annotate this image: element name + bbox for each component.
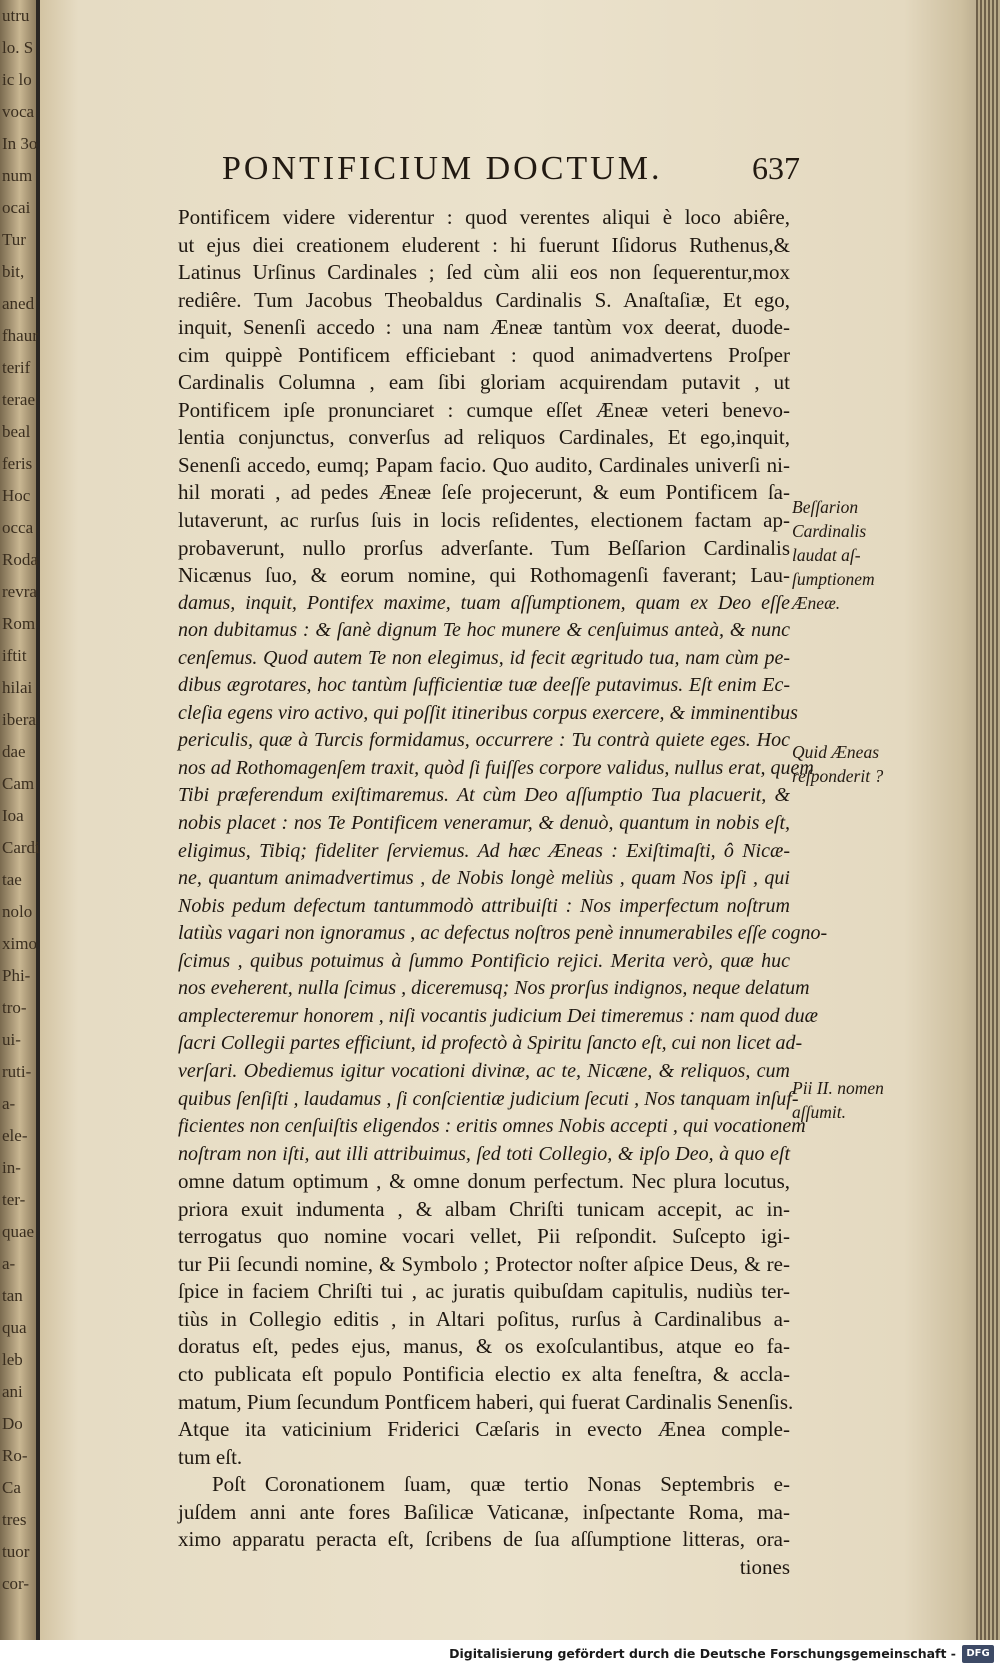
text-line: cenſemus. Quod autem Te non elegimus, id fecit ægritudo tua, nam cùm pe-	[178, 646, 790, 669]
text-line: Tibi præferendum exiſtimaremus. At cùm Deo aſſumptio Tua placuerit, &	[178, 784, 790, 807]
text-line: tum eſt.	[178, 1444, 243, 1469]
text-line: cim quippè Pontificem efficiebant : quod animadvertens Proſper	[178, 342, 790, 367]
prev-page-fragment: Do	[2, 1414, 23, 1433]
text-line: Atque ita vaticinium Friderici Cæſaris in evecto Ænea comple-	[178, 1417, 790, 1442]
text-line: noſtram non iſti, aut illi attribuimus, ſed toti Collegio, & ipſo Deo, à quo eſt	[178, 1142, 790, 1165]
prev-page-fragment: tae	[2, 870, 22, 889]
text-line: verſari. Obediemus igitur vocationi divinæ, ac te, Nicæne, & reliquos, cum	[178, 1059, 790, 1082]
book-page	[40, 0, 1000, 1640]
previous-page-edge	[0, 0, 40, 1640]
prev-page-fragment: ibera	[2, 710, 36, 729]
prev-page-fragment: Cardi	[2, 838, 40, 857]
text-line: juſdem anni ante fores Baſilicæ Vaticanæ, inſpectante Roma, ma-	[178, 1499, 790, 1524]
margin-note-line: aſſumit.	[792, 1102, 846, 1122]
prev-page-fragment: tres	[2, 1510, 27, 1529]
text-line: nos eveherent, nulla ſcimus , diceremusq; Nos prorſus indignos, neque delatum	[178, 977, 810, 1000]
text-line: periculis, quæ à Turcis formidamus, occurrere : Tu contrà quiete eges. Hoc	[178, 729, 790, 752]
prev-page-fragment: In 3o	[2, 134, 38, 153]
prev-page-fragment: terae	[2, 390, 36, 409]
text-line: quibus ſenſiſti , laudamus , ſi conſcientiæ judicium ſecuti , Nos tanquam inſuf-	[178, 1087, 799, 1110]
margin-note-line: laudat aſ-	[792, 545, 861, 565]
text-line: nobis placet : nos Te Pontificem veneramur, & denuò, quantum in nobis eſt,	[178, 812, 790, 835]
text-line: Pontificem ipſe pronunciaret : cumque eſſet Æneæ veteri benevo-	[178, 397, 790, 422]
prev-page-fragment: beal	[2, 422, 31, 441]
text-line: hil morati , ad pedes Æneæ ſeſe projecerunt, & eum Pontificem ſa-	[178, 480, 790, 505]
text-line: lutaverunt, ac rurſus ſuis in locis reſidentes, electionem factam ap-	[178, 508, 790, 533]
prev-page-fragment: tro-	[2, 998, 27, 1017]
prev-page-fragment: leb	[2, 1350, 23, 1369]
prev-page-fragment: nolo	[2, 902, 33, 921]
funding-credit: Digitalisierung gefördert durch die Deutsche Forschungsgemeinschaft -	[449, 1646, 956, 1661]
prev-page-fragment: lo. S	[2, 38, 34, 57]
prev-page-fragment: Roda	[2, 550, 38, 569]
text-line: Pontificem videre viderentur : quod verentes aliqui è loco abiêre,	[178, 205, 790, 229]
dfg-logo: DFG	[962, 1645, 994, 1663]
text-line: ſpice in faciem Chriſti tui , ac juratis quibuſdam capitulis, nudiùs ter-	[178, 1279, 790, 1304]
text-line: non dubitamus : & ſanè dignum Te hoc munere & cenſuimus anteà, & nunc	[178, 619, 790, 642]
text-line: matum, Pium ſecundum Pontficem haberi, qui fuerat Cardinalis Senenſis.	[178, 1389, 794, 1414]
page-number: 637	[752, 150, 800, 186]
margin-note-line: ſumptionem	[792, 569, 875, 589]
text-line: terrogatus quo nomine vocari vellet, Pii reſpondit. Suſcepto igi-	[178, 1224, 790, 1249]
text-line: tur Pii ſecundi nomine, & Symbolo ; Protector noſter aſpice Deus, & re-	[178, 1251, 790, 1276]
text-line: lentia conjunctus, converſus ad reliquos Cardinales, Et ego,inquit,	[178, 425, 790, 450]
prev-page-fragment: tuor	[2, 1542, 30, 1561]
prev-page-fragment: Ro-	[2, 1446, 28, 1465]
text-line: Poſt Coronationem ſuam, quæ tertio Nonas Septembris e-	[212, 1472, 790, 1497]
text-line: amplecteremur honorem , niſi vocantis judicium Dei timeremus : nam quod duæ	[178, 1004, 818, 1027]
prev-page-fragment: terif	[2, 358, 31, 377]
running-title: PONTIFICIUM DOCTUM.	[222, 150, 663, 187]
prev-page-fragment: utru	[2, 6, 30, 25]
text-line: Latinus Urſinus Cardinales ; ſed cùm alii eos non ſequerentur,mox	[178, 260, 790, 285]
prev-page-fragment: bit,	[2, 262, 25, 281]
text-line: nos ad Rothomagenſem traxit, quòd ſi fuiſſes corpore validus, nullus erat, quem	[178, 756, 814, 779]
text-line: Nobis pedum defectum tantummodò attribuiſti : Nos imperfectum noſtrum	[178, 894, 790, 917]
prev-page-fragment: iftit	[2, 646, 27, 665]
page-edge	[976, 0, 1000, 1640]
prev-page-fragment: in-	[2, 1158, 21, 1177]
text-line: eligimus, Tibiq; fideliter ſerviemus. Ad hæc Æneas : Exiſtimaſti, ô Nicæ-	[178, 839, 790, 862]
margin-note-line: reſponderit ?	[792, 766, 884, 786]
text-line: ut ejus diei creationem eluderent : hi fuerunt Iſidorus Ruthenus,&	[178, 232, 790, 257]
margin-note-line: Pii II. nomen	[792, 1078, 884, 1098]
margin-note-line: Beſſarion	[792, 497, 859, 517]
prev-page-fragment: ani	[2, 1382, 23, 1401]
text-line: Cardinalis Columna , eam ſibi gloriam acquirendam putavit , ut	[178, 370, 790, 395]
text-line: Nicænus ſuo, & eorum nomine, qui Rothomagenſi faverant; Lau-	[178, 563, 790, 588]
prev-page-fragment: occa	[2, 518, 34, 537]
prev-page-fragment: a-	[2, 1254, 16, 1273]
prev-page-fragment: ximo	[2, 934, 37, 953]
prev-page-fragment: qua	[2, 1318, 27, 1337]
text-line: doratus eſt, pedes ejus, manus, & os exoſculantibus, atque eo fa-	[178, 1334, 790, 1359]
prev-page-fragment: voca	[2, 102, 35, 121]
prev-page-fragment: ter-	[2, 1190, 26, 1209]
prev-page-fragment: hilai	[2, 678, 33, 697]
margin-note-bessarion	[792, 495, 922, 615]
margin-note-line: Quid Æneas	[792, 742, 880, 762]
text-line: damus, inquit, Pontifex maxime, tuam aſſumptionem, quam ex Deo eſſe	[178, 591, 790, 614]
prev-page-fragment: Ioa	[2, 806, 24, 825]
text-line: ne, quantum animadvertimus , de Nobis longè meliùs , quam Nos ipſi , qui	[178, 867, 790, 890]
prev-page-fragment: Tur	[2, 230, 26, 249]
prev-page-fragment: ic lo	[2, 70, 32, 89]
text-line: Senenſi accedo, eumq; Papam facio. Quo audito, Cardinales univerſi ni-	[178, 452, 790, 477]
prev-page-fragment: cor-	[2, 1574, 30, 1593]
prev-page-fragment: revra	[2, 582, 37, 601]
prev-page-fragment: Hoc	[2, 486, 31, 505]
text-line: dibus ægrotares, hoc tantùm ſufficientiæ tuæ deeſſe putavimus. Eſt enim Ec-	[178, 674, 790, 697]
text-line: ficientes non cenſuiſtis eligendos : eritis omnes Nobis accepti , qui vocationem	[178, 1115, 806, 1138]
margin-note-line: Cardinalis	[792, 521, 867, 541]
prev-page-fragment: Phi-	[2, 966, 31, 985]
text-line: cto publicata eſt populo Pontificia electio ex alta feneſtra, & accla-	[178, 1361, 790, 1386]
margin-note-pius	[792, 1076, 922, 1124]
prev-page-fragment: feris	[2, 454, 33, 473]
margin-note-line: Æneæ.	[792, 593, 841, 613]
running-header	[180, 150, 800, 196]
text-line: tiùs in Collegio editis , in Altari poſitus, rurſus à Cardinalibus a-	[178, 1306, 790, 1331]
text-line: priora exuit indumenta , & albam Chriſti tunicam accepit, ac in-	[178, 1196, 790, 1221]
text-line: ſcimus , quibus potuimus à ſummo Pontificio rejici. Merita verò, quæ huc	[178, 949, 790, 972]
prev-page-fragment: a-	[2, 1094, 16, 1113]
text-line: latiùs vagari non ignoramus , ac defectus noſtros penè innumerabiles eſſe cogno-	[178, 922, 828, 945]
text-line: inquit, Senenſi accedo : una nam Æneæ tantùm vox deerat, duode-	[178, 315, 790, 340]
prev-page-fragment: ele-	[2, 1126, 28, 1145]
prev-page-fragment: Rom	[2, 614, 36, 633]
text-line: rediêre. Tum Jacobus Theobaldus Cardinalis S. Anaſtaſiæ, Et ego,	[178, 287, 790, 312]
prev-page-fragment: dae	[2, 742, 26, 761]
margin-note-aeneas	[792, 740, 922, 788]
prev-page-fragment: tan	[2, 1286, 23, 1305]
text-line: probaverunt, nullo prorſus adverſante. Tum Beſſarion Cardinalis	[178, 535, 790, 560]
footer-bar	[0, 1640, 1000, 1669]
text-line: ximo apparatu peracta eſt, ſcribens de ſua aſſumptione litteras, ora-	[178, 1527, 790, 1552]
text-line: ſacri Collegii partes efficiunt, id profectò à Spiritu ſancto eſt, cui non licet ad-	[178, 1032, 803, 1055]
text-line: tiones	[739, 1554, 790, 1579]
prev-page-fragment: ui-	[2, 1030, 21, 1049]
prev-page-fragment: Ca	[2, 1478, 21, 1497]
prev-page-fragment: ocai	[2, 198, 31, 217]
prev-page-fragment: num	[2, 166, 33, 185]
prev-page-fragment: Cam	[2, 774, 35, 793]
prev-page-fragment: quae	[2, 1222, 35, 1241]
text-line: omne datum optimum , & omne donum perfectum. Nec plura locutus,	[178, 1169, 790, 1194]
prev-page-fragment: ruti-	[2, 1062, 32, 1081]
prev-page-fragment: fhaur	[2, 326, 38, 345]
text-line: cleſia egens viro activo, qui poſſit itineribus corpus exercere, & imminentibus	[178, 701, 798, 724]
prev-page-fragment: aned	[2, 294, 35, 313]
